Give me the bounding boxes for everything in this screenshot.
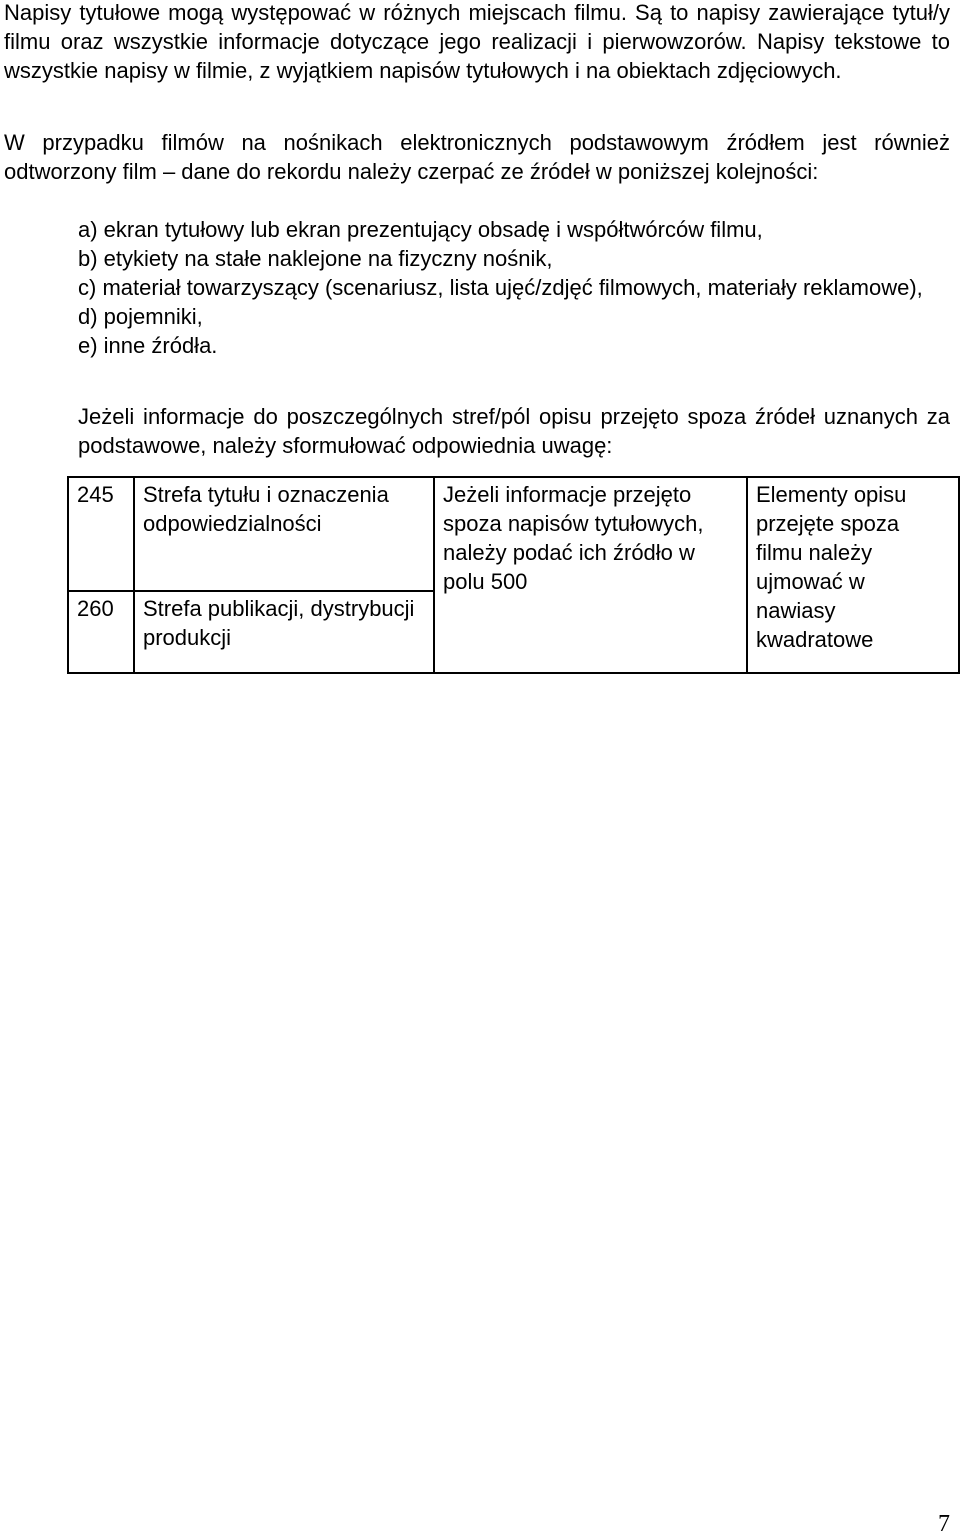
list-item: a) ekran tytułowy lub ekran prezentujący obsadę i współtwórców filmu, (78, 217, 763, 242)
field-name: Strefa tytułu i oznaczenia odpowiedzialności (134, 477, 434, 591)
rule-cell: Elementy opisu przejęte spoza filmu należy ujmować w nawiasy kwadratowe (747, 477, 959, 673)
list-item: e) inne źródła. (78, 333, 218, 358)
note-cell: Jeżeli informacje przejęto spoza napisów tytułowych, należy podać ich źródło w polu 500 (434, 477, 747, 673)
field-code: 260 (68, 591, 134, 673)
list-item: b) etykiety na stałe naklejone na fizyczny nośnik, (78, 246, 553, 271)
source-order-list (78, 215, 950, 360)
field-code: 245 (68, 477, 134, 591)
field-name: Strefa publikacji, dystrybucji produkcji (134, 591, 434, 673)
list-item: c) materiał towarzyszący (scenariusz, lista ujęć/zdjęć filmowych, materiały reklamowe), (78, 275, 923, 300)
fields-table (67, 476, 960, 674)
paragraph-note-instruction: Jeżeli informacje do poszczególnych stref/pól opisu przejęto spoza źródeł uznanych za podstawowe, należy sformułować odpowiednia uwagę: (78, 404, 950, 458)
list-item: d) pojemniki, (78, 304, 203, 329)
paragraph-title-captions: Napisy tytułowe mogą występować w różnych miejscach filmu. Są to napisy zawierające tytuł/y filmu oraz wszystkie informacje dotyczące jego realizacji i pierwowzorów. Napisy tekstowe to wszystkie napisy w filmie, z wyjątkiem napisów tytułowych i na obiektach zdjęciowych. (4, 0, 950, 83)
table-row (68, 477, 959, 591)
paragraph-electronic-media: W przypadku filmów na nośnikach elektronicznych podstawowym źródłem jest również odtworzony film – dane do rekordu należy czerpać ze źródeł w poniższej kolejności: (4, 130, 950, 184)
page-number: 7 (938, 1511, 950, 1537)
